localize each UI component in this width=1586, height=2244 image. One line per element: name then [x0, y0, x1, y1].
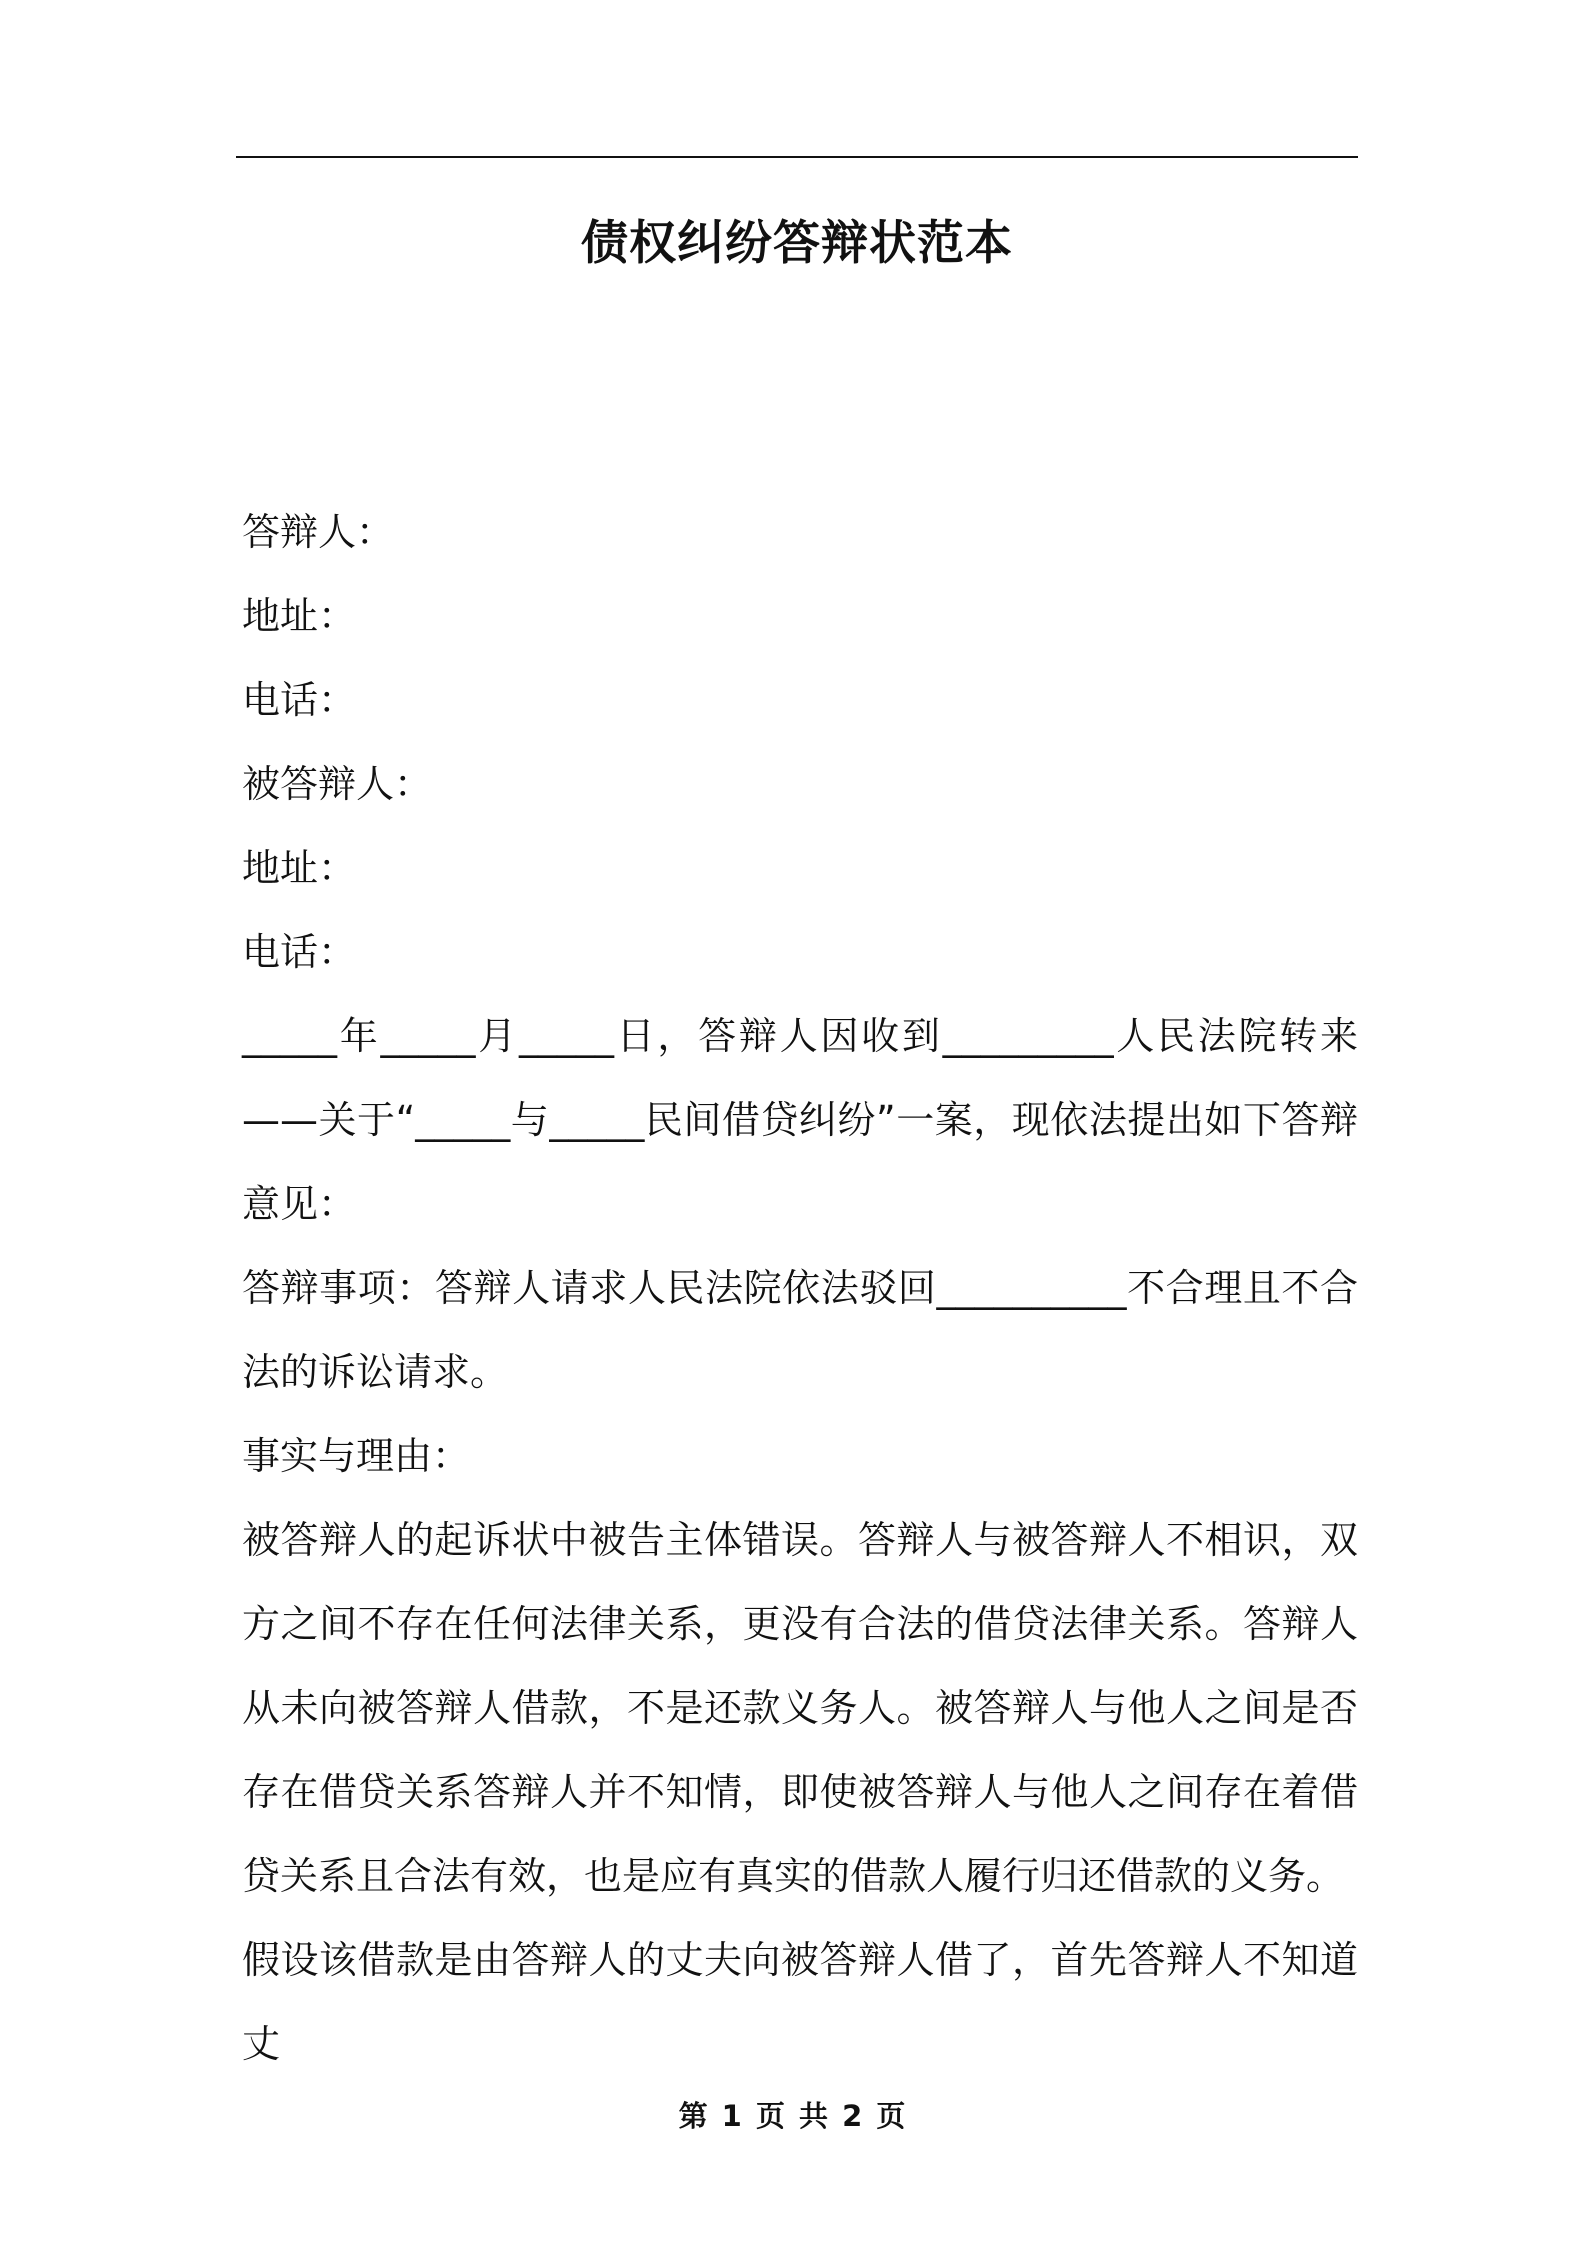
intro-paragraph: _____年_____月_____日，答辩人因收到_________人民法院转来——关于“_____与_____民间借贷纠纷”一案，现依法提出如下答辩意见： — [242, 1014, 1358, 1226]
defense-items-paragraph: 答辩事项：答辩人请求人民法院依法驳回__________不合理且不合法的诉讼请求。 — [242, 1266, 1358, 1394]
page-number-footer: 第 1 页 共 2 页 — [678, 2099, 908, 2133]
respondent-label: 答辩人： — [242, 510, 395, 554]
facts-heading: 事实与理由： — [242, 1434, 471, 1478]
plaintiff-label: 被答辩人： — [242, 762, 433, 806]
respondent-address-label: 地址： — [242, 594, 357, 638]
facts-paragraph-2: 假设该借款是由答辩人的丈夫向被答辩人借了，首先答辩人不知道丈 — [242, 1938, 1358, 2066]
document-body — [242, 490, 1358, 2086]
facts-paragraph-1: 被答辩人的起诉状中被告主体错误。答辩人与被答辩人不相识，双方之间不存在任何法律关系，更没有合法的借贷法律关系。答辩人从未向被答辩人借款，不是还款义务人。被答辩人与他人之间是否存在借贷关系答辩人并不知情，即使被答辩人与他人之间存在着借贷关系且合法有效，也是应有真实的借款人履行归还借款的义务。 — [242, 1518, 1358, 1898]
plaintiff-phone-label: 电话： — [242, 930, 357, 974]
document-title: 债权纠纷答辩状范本 — [581, 216, 1013, 271]
plaintiff-address-label: 地址： — [242, 846, 357, 890]
respondent-phone-label: 电话： — [242, 678, 357, 722]
header-rule — [236, 156, 1358, 158]
